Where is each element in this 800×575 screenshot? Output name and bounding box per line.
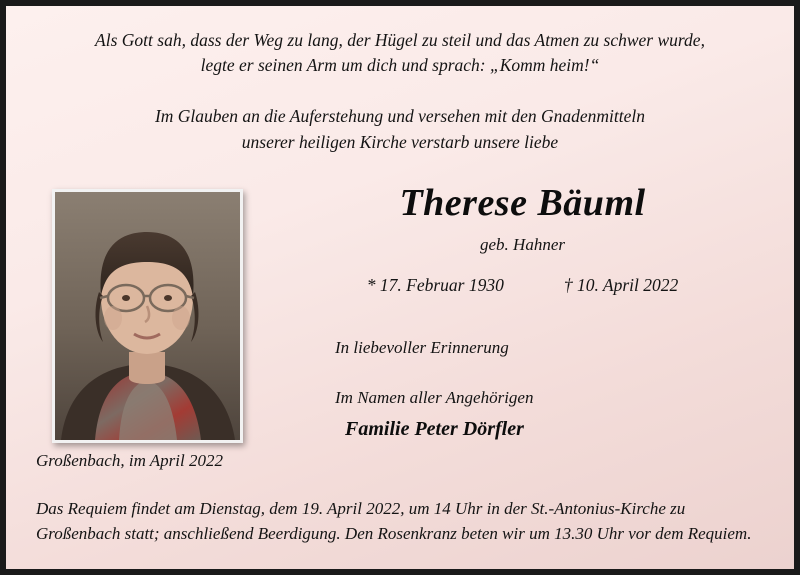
verse-block [32, 28, 768, 79]
details-column [277, 177, 768, 441]
verse-line-1: Als Gott sah, dass der Weg zu lang, der Hügel zu steil und das Atmen zu schwer wurde, [95, 30, 705, 50]
obituary-inner [6, 6, 794, 569]
death-date: † 10. April 2022 [563, 275, 679, 296]
intro-line-2: unserer heiligen Kirche verstarb unsere liebe [241, 132, 559, 152]
requiem-details: Das Requiem findet am Dienstag, dem 19. April 2022, um 14 Uhr in der St.-Antonius-Kirche zu Großenbach statt; anschließend Beerdigung. Den Rosenkranz beten wir um 13.30 Uhr vor dem Requiem. [36, 499, 752, 543]
behalf-line: Im Namen aller Angehörigen [335, 388, 534, 408]
memory-line: In liebevoller Erinnerung [335, 338, 509, 358]
portrait-photo [52, 189, 243, 443]
life-dates [277, 275, 768, 296]
intro-line-1: Im Glauben an die Auferstehung und versehen mit den Gnadenmitteln [154, 105, 646, 126]
intro-block [32, 103, 768, 156]
birth-date: * 17. Februar 1930 [366, 275, 504, 296]
deceased-name: Therese Bäuml [399, 182, 646, 225]
body-area [32, 177, 768, 445]
place-and-date: Großenbach, im April 2022 [36, 451, 223, 471]
family-name: Familie Peter Dörfler [345, 418, 524, 441]
maiden-name: geb. Hahner [480, 235, 565, 255]
verse-line-2: legte er seinen Arm um dich und sprach: „Komm heim!“ [200, 55, 600, 76]
